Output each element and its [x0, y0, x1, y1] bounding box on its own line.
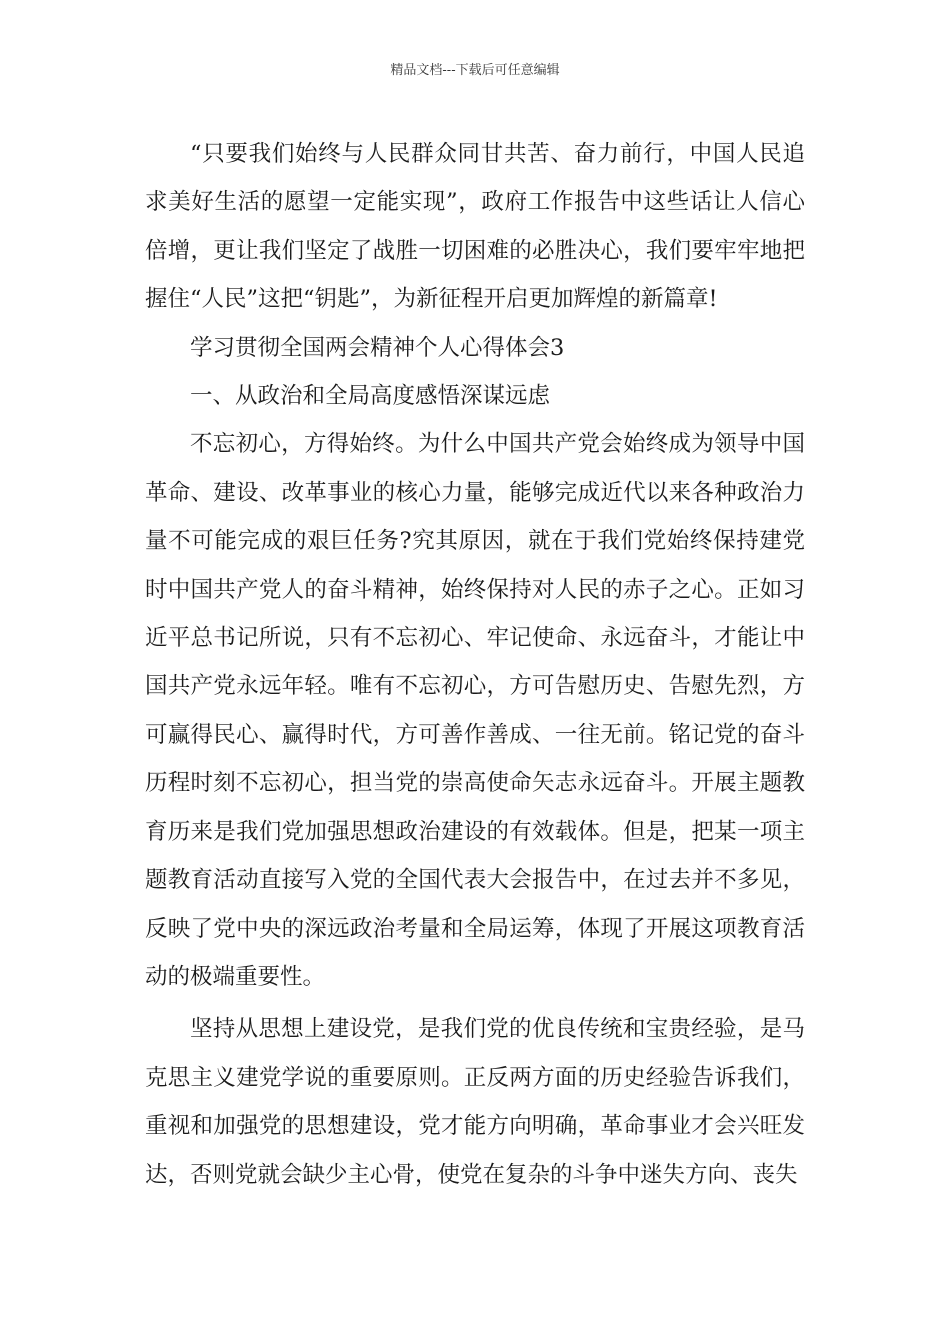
paragraph-quote: “只要我们始终与人民群众同甘共苦、奋力前行，中国人民追求美好生活的愿望一定能实现”，政府工作报告中这些话让人信心倍增，更让我们坚定了战胜一切困难的必胜决心，我们要牢牢地把握住“人民”这把“钥匙”，为新征程开启更加辉煌的新篇章!	[145, 141, 805, 313]
page-header: 精品文档---下载后可任意编辑	[390, 63, 560, 78]
document-body	[145, 130, 805, 1199]
section-heading: 一、从政治和全局高度感悟深谋远虑	[190, 383, 551, 410]
paragraph-initial-mission: 不忘初心，方得始终。为什么中国共产党会始终成为领导中国革命、建设、改革事业的核心力量，能够完成近代以来各种政治力量不可能完成的艰巨任务?究其原因，就在于我们党始终保持建党时中国共产党人的奋斗精神，始终保持对人民的赤子之心。正如习近平总书记所说，只有不忘初心、牢记使命、永远奋斗，才能让中国共产党永远年轻。唯有不忘初心，方可告慰历史、告慰先烈，方可赢得民心、赢得时代，方可善作善成、一往无前。铭记党的奋斗历程时刻不忘初心，担当党的崇高使命矢志永远奋斗。开展主题教育历来是我们党加强思想政治建设的有效载体。但是，把某一项主题教育活动直接写入党的全国代表大会报告中，在过去并不多见，反映了党中央的深远政治考量和全局运筹，体现了开展这项教育活动的极端重要性。	[145, 431, 805, 990]
section-title: 学习贯彻全国两会精神个人心得体会3	[190, 334, 565, 361]
paragraph-ideological-building: 坚持从思想上建设党，是我们党的优良传统和宝贵经验，是马克思主义建党学说的重要原则。正反两方面的历史经验告诉我们，重视和加强党的思想建设，党才能方向明确，革命事业才会兴旺发达，否则党就会缺少主心骨，使党在复杂的斗争中迷失方向、丧失	[145, 1016, 805, 1188]
